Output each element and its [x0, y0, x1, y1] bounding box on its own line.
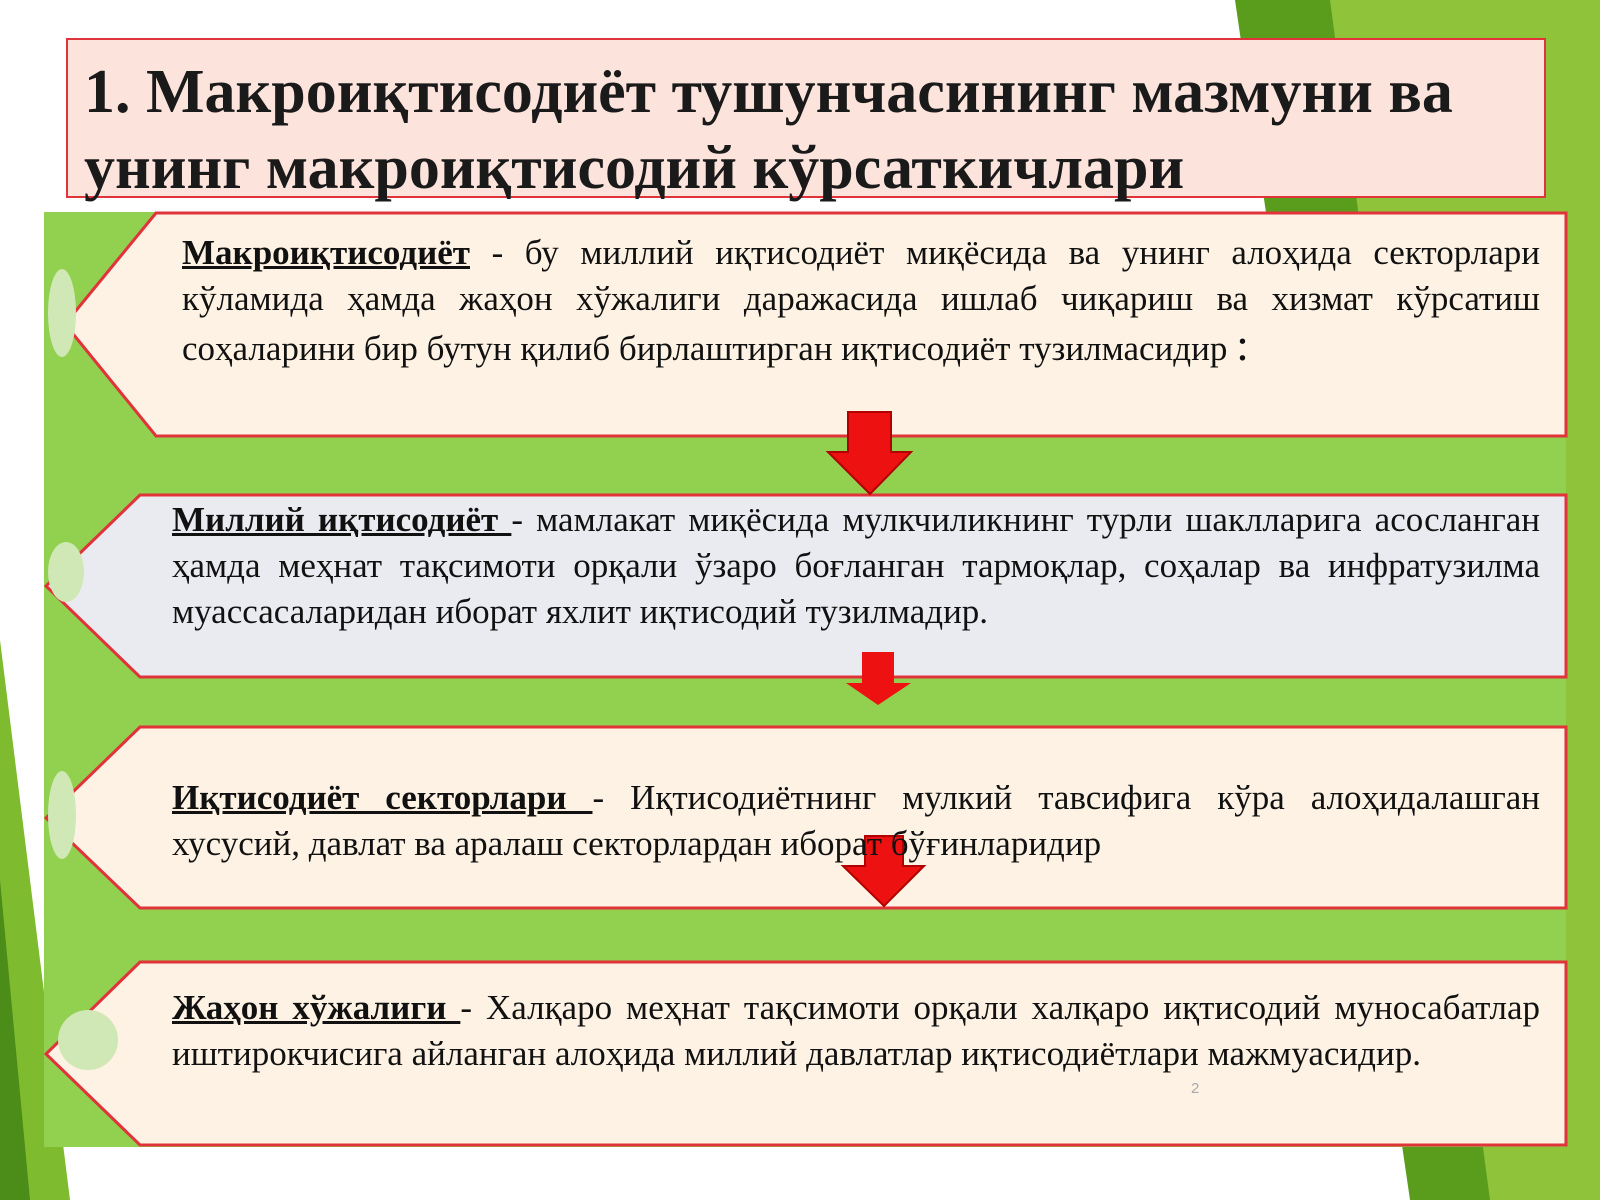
- definition-macroeconomics: - бу миллий иқтисодиёт миқёсида ва унинг алоҳида секторлари кўламида ҳамда жаҳон хўжалиги даражасида ишлаб чиқариш ва хизмат кўрсатиш соҳаларини бир бутун қилиб бирлаштирган иқтисодиёт тузилмасидир: [182, 233, 1540, 368]
- card-2-text: [172, 497, 1540, 635]
- card-4-text: [172, 985, 1540, 1077]
- term-national-economy: Миллий иқтисодиёт: [172, 500, 512, 539]
- card-1-circle: [48, 269, 76, 357]
- page-number: 2: [1191, 1080, 1200, 1097]
- title-line-2: унинг макроиқтисодий кўрсаткичлари: [84, 134, 1185, 202]
- colon-mark: :: [1236, 319, 1249, 370]
- card-1-text: [182, 230, 1540, 372]
- card-4-circle: [58, 1010, 118, 1070]
- card-3-text: [172, 775, 1540, 867]
- term-macroeconomics: Макроиқтисодиёт: [182, 233, 470, 272]
- title-line-1: 1. Макроиқтисодиёт тушунчасининг мазмуни ва: [84, 58, 1453, 126]
- term-world-economy: Жаҳон хўжалиги: [172, 988, 461, 1027]
- definition-world-economy: - Халқаро меҳнат тақсимоти орқали халқаро иқтисодий муносабатлар иштирокчисига айланган алоҳида миллий давлатлар иқтисодиётлари мажмуасидир.: [172, 988, 1540, 1073]
- definition-national-economy: - мамлакат миқёсида мулкчиликнинг турли шаклларига асосланган ҳамда меҳнат тақсимоти орқали ўзаро боғланган тармоқлар, соҳалар ва инфратузилма муассасаларидан иборат яхлит иқтисодий тузилмадир.: [172, 500, 1540, 631]
- card-2-circle: [48, 542, 84, 602]
- card-3-circle: [48, 771, 76, 859]
- term-economic-sectors: Иқтисодиёт секторлари: [172, 778, 593, 817]
- definition-economic-sectors: - Иқтисодиётнинг мулкий тавсифига кўра алоҳидалашган хусусий, давлат ва аралаш секторлардан иборат бўғинларидир: [172, 778, 1540, 863]
